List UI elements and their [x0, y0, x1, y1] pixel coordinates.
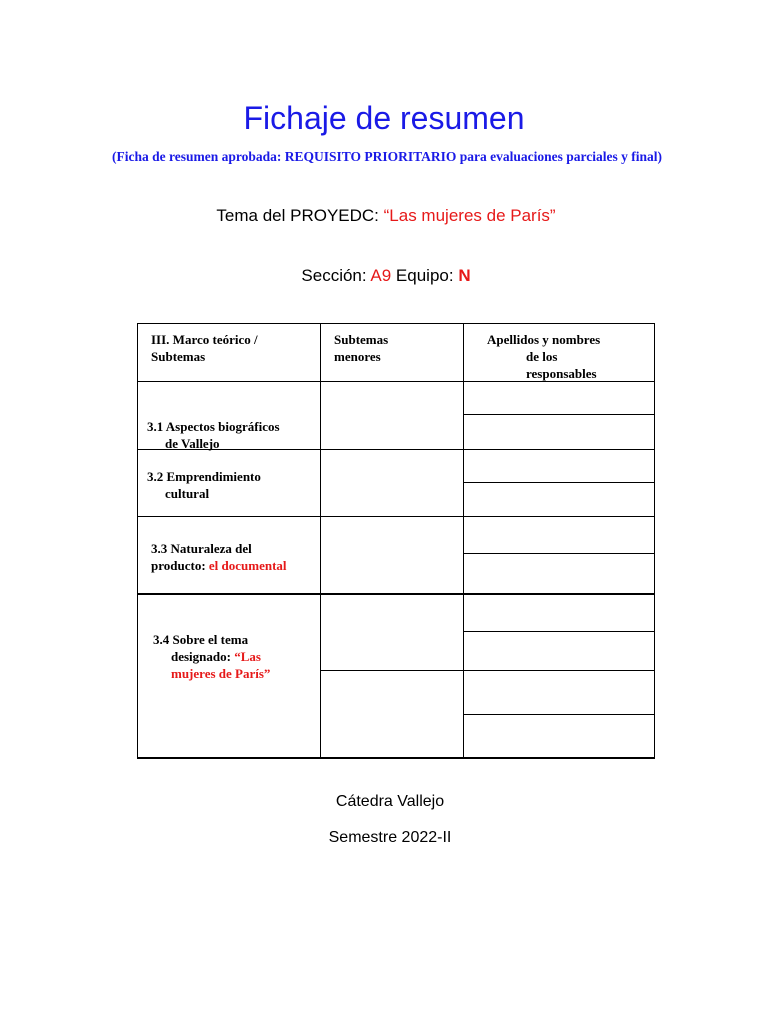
row-1-line2: de Vallejo — [165, 436, 220, 451]
header-marco-teorico-line1: III. Marco teórico / — [151, 332, 258, 347]
row-2-line2: cultural — [165, 486, 210, 501]
header-subtemas-line2: menores — [334, 349, 381, 364]
table-row-divider-3 — [137, 593, 655, 595]
header-marco-teorico-line2: Subtemas — [151, 349, 206, 364]
header-responsables — [487, 331, 600, 382]
table-subrow-divider-col3-5 — [463, 670, 655, 671]
row-4-line2-highlight: “Las — [234, 649, 261, 664]
header-subtemas-line1: Subtemas — [334, 332, 389, 347]
table-subrow-divider-col3-3 — [463, 553, 655, 554]
row-aspectos-biograficos — [147, 418, 280, 452]
row-emprendimiento-cultural — [147, 468, 261, 502]
header-marco-teorico — [151, 331, 258, 365]
team-label: Equipo: — [391, 266, 459, 285]
row-4-line2-prefix: designado: — [171, 649, 235, 664]
row-4-line1: 3.4 Sobre el tema — [153, 632, 249, 647]
team-value: N — [458, 266, 471, 285]
table-col-divider-2 — [463, 323, 464, 759]
header-subtemas-menores — [334, 331, 388, 365]
table-subrow-divider-col3-6 — [463, 714, 655, 715]
table-border-top — [137, 323, 655, 324]
table-col-divider-1 — [320, 323, 321, 759]
footer-semestre: Semestre 2022-II — [328, 829, 452, 846]
project-topic-label: Tema del PROYEDC: — [216, 206, 384, 225]
table-border-right — [654, 323, 655, 759]
row-3-line2 — [151, 557, 287, 574]
header-responsables-line1: Apellidos y nombres — [487, 332, 601, 347]
table-subrow-divider-col3-2 — [463, 482, 655, 483]
footer-catedra: Cátedra Vallejo — [335, 793, 445, 810]
row-4-line2 — [153, 648, 270, 665]
section-value: A9 — [370, 266, 392, 285]
section-label: Sección: — [301, 266, 371, 285]
row-naturaleza-producto — [151, 540, 287, 574]
row-4-line3: mujeres de París” — [171, 666, 271, 681]
header-responsables-line2: de los — [526, 349, 558, 364]
table-subrow-divider-col3-4 — [463, 631, 655, 632]
row-3-line1: 3.3 Naturaleza del — [151, 541, 252, 556]
row-3-line2-highlight: el documental — [208, 558, 287, 573]
header-responsables-line3: responsables — [526, 366, 597, 381]
row-1-line1: 3.1 Aspectos biográficos — [147, 419, 280, 434]
table-subrow-divider-col2 — [320, 670, 464, 671]
document-subtitle: (Ficha de resumen aprobada: REQUISITO PRIORITARIO para evaluaciones parciales y final) — [111, 149, 663, 164]
table-row-divider-2 — [137, 516, 655, 517]
table-border-left — [137, 323, 138, 759]
row-tema-designado — [153, 631, 270, 682]
document-title: Fichaje de resumen — [243, 100, 525, 136]
table-subrow-divider-col3-1 — [463, 414, 655, 415]
row-2-line1: 3.2 Emprendimiento — [147, 469, 261, 484]
project-topic-value: “Las mujeres de París” — [383, 206, 556, 225]
row-3-line2-prefix: producto: — [151, 558, 209, 573]
table-border-bottom — [137, 757, 655, 759]
